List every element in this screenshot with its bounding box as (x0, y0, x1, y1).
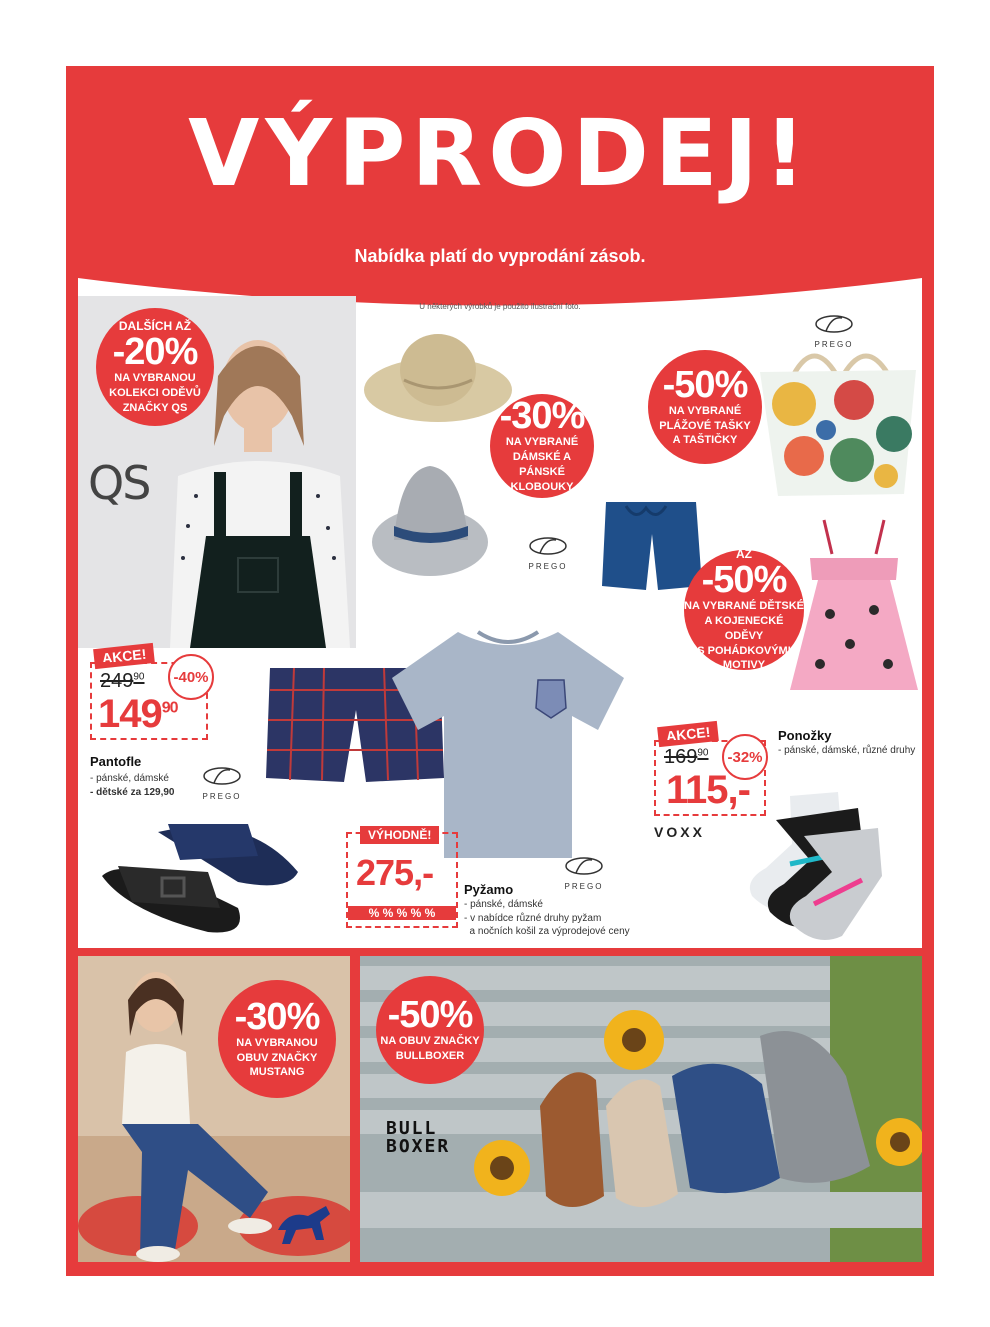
pantofle-old-price (100, 670, 145, 693)
ponozky-title: Ponožky (778, 728, 832, 743)
qs-discount-badge (96, 308, 214, 426)
new-price-cents: 90 (161, 699, 178, 717)
bullboxer-logo-line: BOXER (386, 1136, 451, 1157)
badge-line: NA VYBRANOU (236, 1036, 318, 1049)
socks-illustration (730, 784, 900, 944)
beach-bag-illustration (754, 344, 922, 498)
desc-line: - pánské, dámské, různé druhy (778, 745, 916, 756)
badge-prefix: DALŠÍCH AŽ (118, 318, 192, 333)
badge-line: MUSTANG (249, 1066, 305, 1079)
desc-line: - pánské, dámské (90, 773, 169, 784)
badge-line: NA VYBRANÉ (505, 436, 579, 449)
badge-line: DÁMSKÉ A PÁNSKÉ (512, 451, 572, 478)
ponozky-old-price (664, 746, 709, 769)
products-panel (78, 278, 922, 948)
badge-prefix: AŽ (736, 546, 752, 561)
desc-line: - v nabídce různé druhy pyžam (464, 912, 602, 924)
voxx-logo: VOXX (654, 824, 705, 840)
badge-percent: -50% (701, 559, 787, 602)
old-price-cents: 90 (133, 671, 145, 683)
pyzamo-title: Pyžamo (464, 882, 514, 897)
bullboxer-logo (386, 1120, 450, 1156)
kids-discount-badge (684, 546, 804, 672)
pyzamo-vyhodne-label: VÝHODNĚ! (360, 826, 439, 844)
illustration-disclaimer: U některých výrobků je použito ilustrační foto. (419, 302, 581, 311)
prego-logo (518, 536, 578, 571)
prego-name: PREGO (564, 882, 604, 891)
prego-mark-icon (814, 314, 854, 334)
badge-line: NA OBUV ZNAČKY (380, 1035, 480, 1048)
kids-dress-illustration (784, 514, 924, 694)
badge-line: A KOJENECKÉ ODĚVY (704, 614, 784, 642)
prego-name: PREGO (528, 562, 568, 571)
badge-line: NA VYBRANÉ (668, 404, 742, 417)
badge-line: OBUV ZNAČKY (236, 1051, 318, 1064)
prego-mark-icon (202, 766, 242, 786)
badge-line: PLÁŽOVÉ TAŠKY (659, 419, 751, 432)
pantofle-akce-label: AKCE! (93, 643, 155, 669)
badge-line: S POHÁDKOVÝMI (697, 644, 791, 657)
old-price-value: 169 (664, 746, 698, 768)
page-title: VÝPRODEJ! (188, 100, 812, 207)
desc-line: a nočních košil za výprodejové ceny (464, 926, 630, 937)
badge-percent: -50% (387, 994, 473, 1037)
pantofle-title: Pantofle (90, 754, 142, 769)
bags-discount-badge (648, 350, 762, 464)
offer-validity: Nabídka platí do vyprodání zásob. (354, 246, 646, 266)
badge-percent: -30% (499, 395, 585, 438)
prego-logo (554, 856, 614, 891)
badge-line: KLOBOUKY (510, 480, 574, 493)
qs-logo: QS (88, 456, 150, 510)
prego-name: PREGO (814, 340, 854, 349)
pyzamo-desc (464, 898, 630, 939)
pantofle-discount: -40% (168, 654, 214, 700)
badge-percent: -20% (112, 330, 198, 373)
old-price-cents: 90 (697, 747, 709, 759)
old-price-value: 249 (100, 670, 134, 692)
ponozky-akce-label: AKCE! (657, 721, 719, 747)
badge-line: NA VYBRANÉ DĚTSKÉ (684, 600, 804, 613)
badge-percent: -30% (234, 995, 320, 1038)
hats-discount-badge (490, 394, 594, 498)
badge-line: BULLBOXER (395, 1050, 465, 1062)
sale-flyer (66, 66, 934, 1276)
mustang-horse-icon (274, 1200, 344, 1250)
ponozky-price: 115,- (666, 768, 750, 812)
slippers-illustration (98, 812, 308, 942)
prego-mark-icon (564, 856, 604, 876)
pyzamo-percent-row: % % % % % (348, 906, 456, 920)
ponozky-discount: -32% (722, 734, 768, 780)
prego-logo (192, 766, 252, 801)
mustang-discount-badge (218, 980, 336, 1098)
new-price-value: 149 (98, 692, 162, 736)
badge-line: KOLEKCI ODĚVŮ (109, 386, 201, 399)
prego-mark-icon (528, 536, 568, 556)
prego-name: PREGO (202, 792, 242, 801)
badge-line: A TAŠTIČKY (672, 434, 738, 447)
badge-percent: -50% (662, 363, 748, 406)
desc-line: - pánské, dámské (464, 899, 543, 910)
bullboxer-discount-badge (376, 976, 484, 1084)
badge-line: MOTIVY (722, 659, 766, 672)
desc-line: - dětské za 129,90 (90, 786, 175, 798)
ponozky-desc (778, 744, 915, 758)
badge-line: NA VYBRANOU (114, 371, 196, 384)
pantofle-desc (90, 772, 175, 799)
pyzamo-price: 275,- (356, 852, 434, 893)
pantofle-new-price (98, 692, 178, 737)
badge-line: ZNAČKY QS (122, 401, 188, 414)
bullboxer-logo-line: BULL (386, 1118, 438, 1139)
